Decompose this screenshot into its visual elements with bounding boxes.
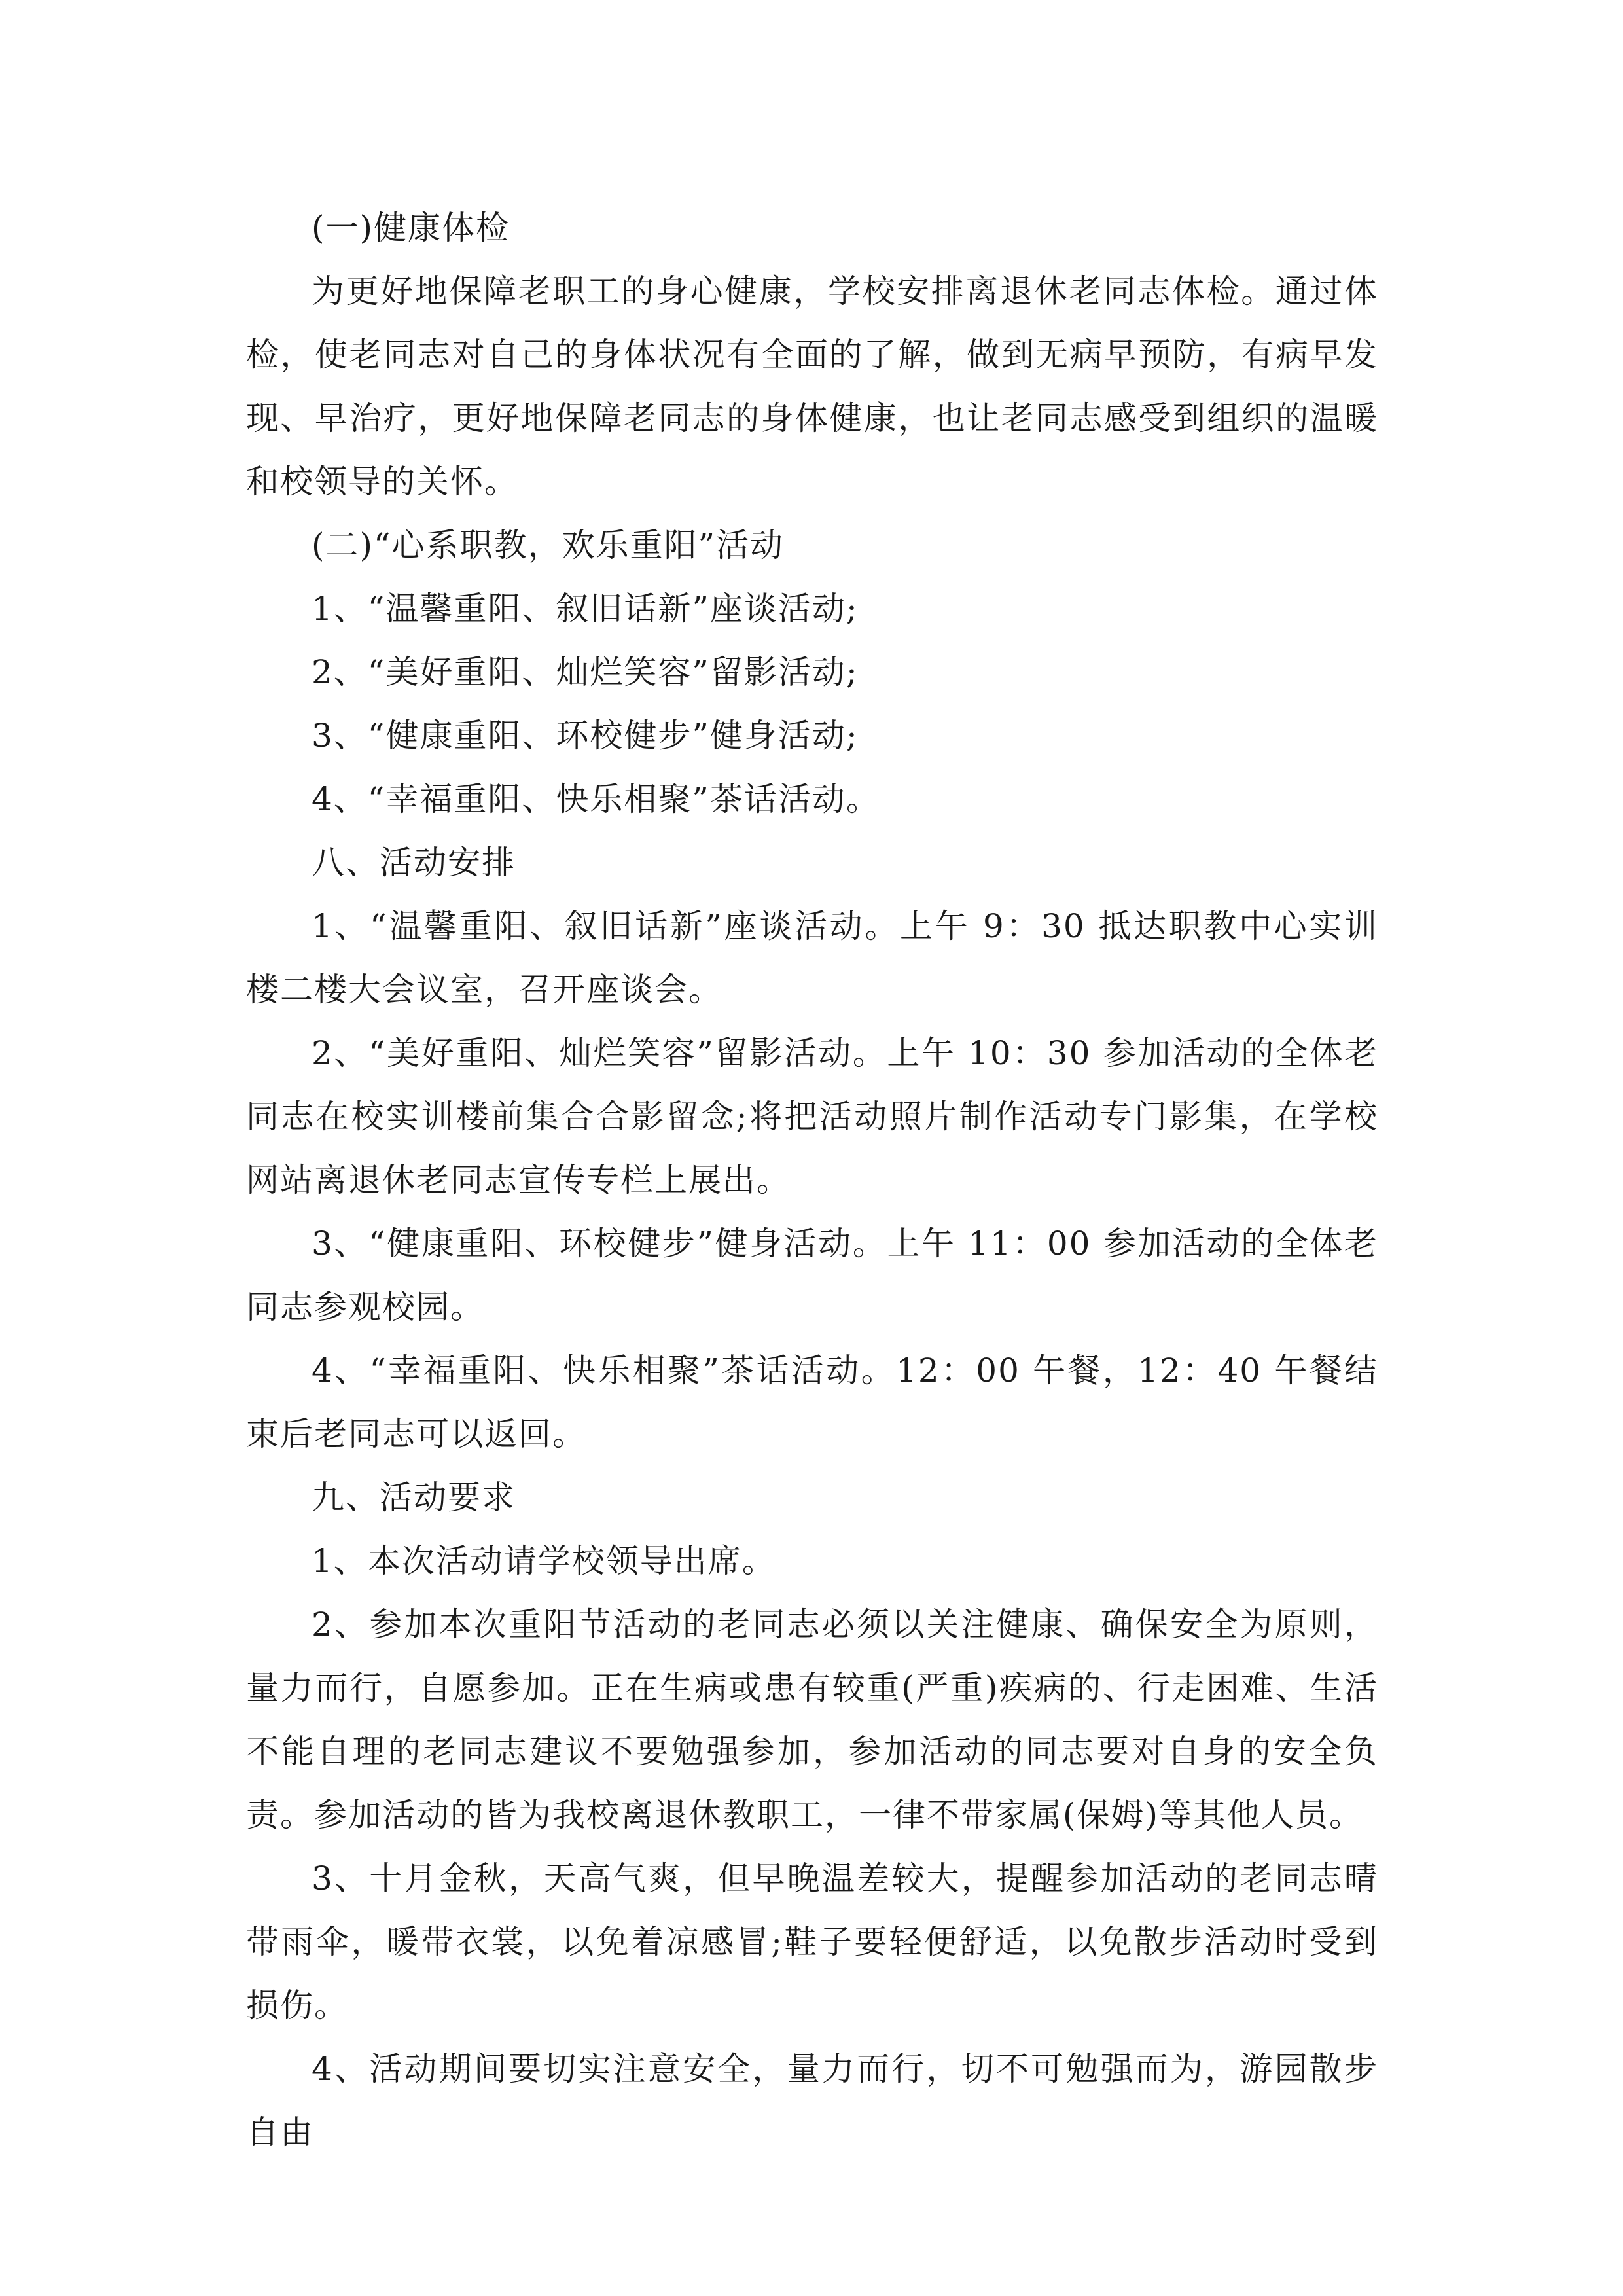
section-heading-schedule: 八、活动安排	[312, 844, 516, 882]
activity-list-item: 1、“温馨重阳、叙旧话新”座谈活动;	[312, 590, 859, 628]
activity-list-item: 3、“健康重阳、环校健步”健身活动;	[312, 717, 859, 755]
schedule-item: 4、“幸福重阳、快乐相聚”茶话活动。12：00 午餐，12：40 午餐结束后老同志可以返回。	[246, 1352, 1378, 1453]
section-heading-double-ninth-activity: (二)“心系职教，欢乐重阳”活动	[312, 526, 785, 564]
requirement-item: 2、参加本次重阳节活动的老同志必须以关注健康、确保安全为原则，量力而行，自愿参加。正在生病或患有较重(严重)疾病的、行走困难、生活不能自理的老同志建议不要勉强参加，参加活动的同志要对自身的安全负责。参加活动的皆为我校离退休教职工，一律不带家属(保姆)等其他人员。	[246, 1605, 1378, 1834]
requirement-item: 4、活动期间要切实注意安全，量力而行，切不可勉强而为，游园散步自由	[246, 2050, 1378, 2151]
paragraph-health-checkup: 为更好地保障老职工的身心健康，学校安排离退休老同志体检。通过体检，使老同志对自己的身体状况有全面的了解，做到无病早预防，有病早发现、早治疗，更好地保障老同志的身体健康，也让老同志感受到组织的温暖和校领导的关怀。	[246, 272, 1378, 501]
schedule-item: 1、“温馨重阳、叙旧话新”座谈活动。上午 9：30 抵达职教中心实训楼二楼大会议室，召开座谈会。	[246, 907, 1378, 1009]
requirement-item: 1、本次活动请学校领导出席。	[312, 1542, 776, 1580]
schedule-item: 2、“美好重阳、灿烂笑容”留影活动。上午 10：30 参加活动的全体老同志在校实训楼前集合合影留念;将把活动照片制作活动专门影集，在学校网站离退休老同志宣传专栏上展出。	[246, 1034, 1378, 1199]
section-heading-requirements: 九、活动要求	[312, 1479, 516, 1516]
activity-list-item: 2、“美好重阳、灿烂笑容”留影活动;	[312, 653, 859, 691]
schedule-item: 3、“健康重阳、环校健步”健身活动。上午 11：00 参加活动的全体老同志参观校园。	[246, 1225, 1378, 1326]
requirement-item: 3、十月金秋，天高气爽，但早晚温差较大，提醒参加活动的老同志晴带雨伞，暖带衣裳，以免着凉感冒;鞋子要轻便舒适，以免散步活动时受到损伤。	[246, 1859, 1378, 2024]
document-body	[246, 196, 1378, 2164]
activity-list-item: 4、“幸福重阳、快乐相聚”茶话活动。	[312, 780, 880, 818]
section-heading-health-checkup: (一)健康体检	[312, 209, 510, 247]
